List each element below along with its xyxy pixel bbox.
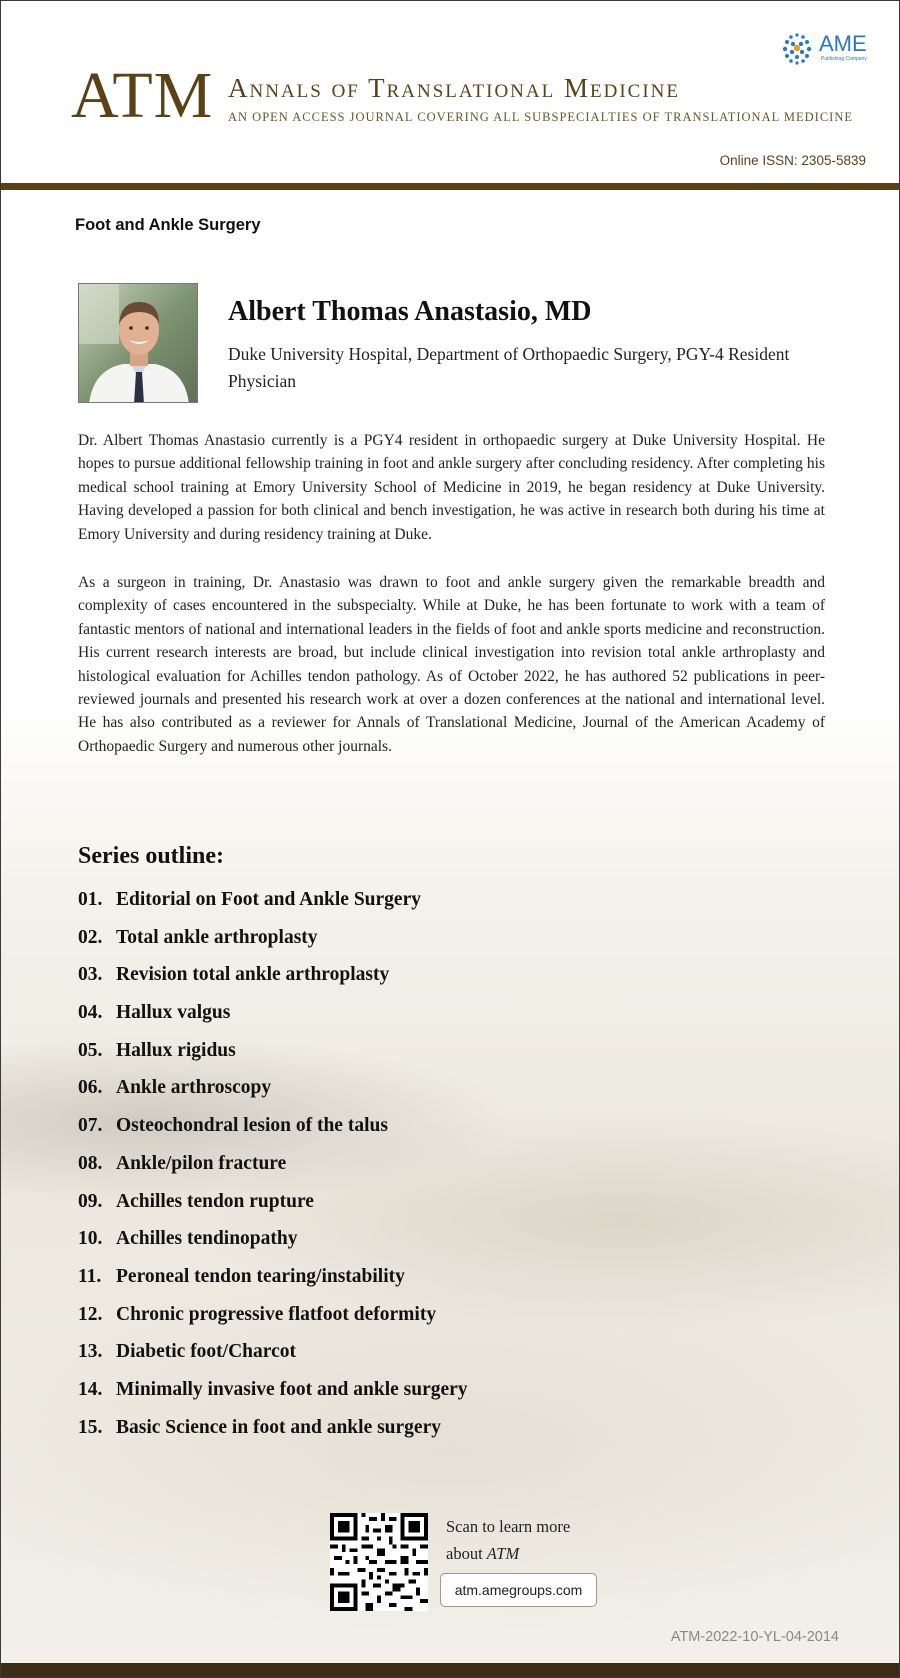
series-outline-list <box>78 889 468 1454</box>
editor-name: Albert Thomas Anastasio, MD <box>228 296 592 327</box>
outline-item <box>78 1002 468 1040</box>
outline-item <box>78 1153 468 1191</box>
editor-portrait-image <box>79 284 198 403</box>
outline-item-number: 05. <box>78 1039 103 1061</box>
outline-item-number: 13. <box>78 1341 103 1363</box>
outline-item-title: Peroneal tendon tearing/instability <box>116 1265 405 1287</box>
outline-item-title: Osteochondral lesion of the talus <box>116 1115 388 1137</box>
outline-item <box>78 889 468 927</box>
atm-logo: ATM <box>71 59 214 132</box>
footer-bar <box>1 1663 900 1678</box>
scan-line-2 <box>446 1540 570 1567</box>
outline-item-title: Hallux valgus <box>116 1002 231 1024</box>
journal-title: Annals of Translational Medicine <box>228 73 680 103</box>
outline-item-number: 02. <box>78 926 103 948</box>
ame-subtitle: Publishing Company <box>821 56 867 62</box>
outline-item-title: Total ankle arthroplasty <box>116 926 318 948</box>
outline-item <box>78 1040 468 1078</box>
outline-item-title: Hallux rigidus <box>116 1039 236 1061</box>
outline-item-number: 06. <box>78 1077 103 1099</box>
outline-item <box>78 964 468 1002</box>
outline-item <box>78 1417 468 1455</box>
ame-wordmark: AME <box>819 31 867 56</box>
header-divider-bar <box>1 183 900 190</box>
journal-url-link[interactable]: atm.amegroups.com <box>440 1573 597 1607</box>
outline-item-title: Revision total ankle arthroplasty <box>116 964 390 986</box>
outline-item <box>78 1341 468 1379</box>
outline-item <box>78 1304 468 1342</box>
scan-instruction <box>446 1513 570 1567</box>
outline-item <box>78 1228 468 1266</box>
outline-item-number: 15. <box>78 1416 103 1438</box>
bio-paragraph: Dr. Albert Thomas Anastasio currently is a PGY4 resident in orthopaedic surgery at Duke University Hospital. He hopes to pursue additional fellowship training in foot and ankle surgery after concluding residency. After completing his medical school training at Emory University School of Medicine in 2019, he began residency at Duke University. Having developed a passion for both clinical and bench investigation, he was active in research both during his time at Emory University and during residency training at Duke. <box>78 432 825 543</box>
outline-item-number: 12. <box>78 1303 103 1325</box>
outline-item-number: 08. <box>78 1152 103 1174</box>
outline-item-number: 01. <box>78 889 103 910</box>
outline-item-number: 10. <box>78 1228 103 1250</box>
scan-line-1: Scan to learn more <box>446 1517 571 1536</box>
outline-item <box>78 927 468 965</box>
outline-item <box>78 1077 468 1115</box>
outline-item-title: Achilles tendinopathy <box>116 1228 298 1250</box>
outline-item-title: Diabetic foot/Charcot <box>116 1341 296 1363</box>
outline-item-number: 09. <box>78 1190 103 1212</box>
outline-item-number: 04. <box>78 1002 103 1024</box>
outline-item <box>78 1379 468 1417</box>
outline-item <box>78 1191 468 1229</box>
journal-header <box>1 1 900 183</box>
outline-item-title: Chronic progressive flatfoot deformity <box>116 1303 437 1325</box>
outline-item-title: Ankle/pilon fracture <box>116 1152 287 1174</box>
online-issn: Online ISSN: 2305-5839 <box>719 153 866 168</box>
editor-photo <box>78 283 198 403</box>
outline-item-title: Basic Science in foot and ankle surgery <box>116 1416 441 1438</box>
outline-item-title: Editorial on Foot and Ankle Surgery <box>116 889 421 910</box>
editor-affiliation: Duke University Hospital, Department of Orthopaedic Surgery, PGY-4 Resident Physician <box>228 344 790 391</box>
journal-subtitle: AN OPEN ACCESS JOURNAL COVERING ALL SUBSPECIALTIES OF TRANSLATIONAL MEDICINE <box>228 110 853 124</box>
outline-item-number: 14. <box>78 1378 103 1400</box>
outline-item <box>78 1266 468 1304</box>
outline-item <box>78 1115 468 1153</box>
outline-item-number: 03. <box>78 964 103 986</box>
qr-code-icon[interactable] <box>330 1513 428 1611</box>
poster-code: ATM-2022-10-YL-04-2014 <box>670 1629 839 1645</box>
scan-line-2-prefix: about <box>446 1544 487 1563</box>
series-label: Foot and Ankle Surgery <box>75 216 261 234</box>
series-outline-heading: Series outline: <box>78 843 224 869</box>
outline-item-title: Minimally invasive foot and ankle surgery <box>116 1378 468 1400</box>
bio-paragraph: As a surgeon in training, Dr. Anastasio was drawn to foot and ankle surgery given the remarkable breadth and complexity of cases encountered in the subspecialty. While at Duke, he has been fortunate to work with a team of fantastic mentors of national and international leaders in the fields of foot and ankle sports medicine and reconstruction. His current research interests are broad, but include clinical investigation into revision total ankle arthroplasty and histological evaluation for Achilles tendon pathology. As of October 2022, he has authored 52 publications in peer-reviewed journals and presented his research work at over a dozen conferences at the national and international level. He has also contributed as a reviewer for Annals of Translational Medicine, Journal of the American Academy of Orthopaedic Surgery and numerous other journals. <box>78 574 825 755</box>
outline-item-number: 11. <box>78 1265 102 1287</box>
outline-item-title: Ankle arthroscopy <box>116 1077 272 1099</box>
outline-item-title: Achilles tendon rupture <box>116 1190 314 1212</box>
outline-item-number: 07. <box>78 1115 103 1137</box>
scan-line-2-journal: ATM <box>486 1544 520 1563</box>
